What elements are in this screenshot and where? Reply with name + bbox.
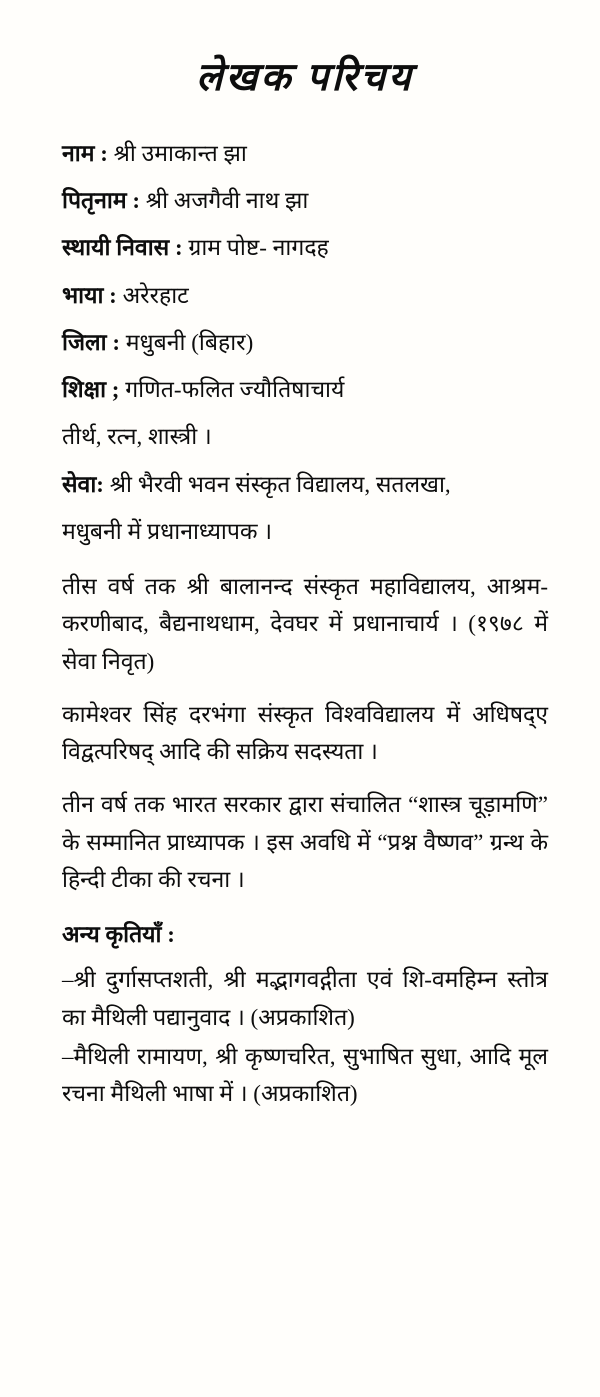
other-work-item-2: –मैथिली रामायण, श्री कृष्णचरित, सुभाषित सुधा, आदि मूल रचना मैथिली भाषा में । (अप्रकाशित) xyxy=(62,1043,548,1107)
paragraph-principal-tenure: तीस वर्ष तक श्री बालानन्द संस्कृत महाविद्यालय, आश्रम-करणीबाद, बैद्यनाथधाम, देवघर में प्रधानाचार्य । (१९७८ में सेवा निवृत) xyxy=(62,574,548,674)
field-label-service: सेवा: xyxy=(62,471,104,497)
field-value-education: गणित-फलित ज्यौतिषाचार्य xyxy=(119,377,345,403)
service-line2: मधुबनी में प्रधानाध्यापक । xyxy=(62,518,273,544)
field-row-service xyxy=(62,466,548,503)
field-row-name xyxy=(62,135,548,172)
paragraph-shastra-chudamani: तीन वर्ष तक भारत सरकार द्वारा संचालित “शास्त्र चूड़ामणि” के सम्मानित प्राध्यापक । इस अवधि में “प्रश्न वैष्णव” ग्रन्थ के हिन्दी टीका की रचना । xyxy=(62,792,548,892)
field-label-district: जिला : xyxy=(62,329,120,355)
field-label-education: शिक्षा ; xyxy=(62,377,120,403)
document-body xyxy=(62,135,548,1113)
field-label-via: भाया : xyxy=(62,282,117,308)
field-value-service-line1: श्री भैरवी भवन संस्कृत विद्यालय, सतलखा, xyxy=(103,471,451,497)
paragraph-university-membership: कामेश्वर सिंह दरभंगा संस्कृत विश्वविद्यालय में अधिषद्ए विद्वत्परिषद् आदि की सक्रिय सदस्यता । xyxy=(62,701,548,765)
education-second-line: तीर्थ, रत्न, शास्त्री । xyxy=(62,424,212,450)
field-value-father-name: श्री अजगैवी नाथ झा xyxy=(140,188,309,214)
page-title: लेखक परिचय xyxy=(196,56,414,99)
other-works-heading: अन्य कृतियाँ : xyxy=(62,922,175,948)
other-work-item-1: –श्री दुर्गासप्तशती, श्री मद्भागवद्गीता एवं शि-वमहिम्न स्तोत्र का मैथिली पद्यानुवाद । (अप्रकाशित) xyxy=(62,967,548,1030)
field-value-district: मधुबनी (बिहार) xyxy=(119,329,254,355)
field-label-father-name: पितृनाम : xyxy=(62,188,141,214)
field-row-education xyxy=(62,371,548,408)
field-label-name: नाम : xyxy=(62,140,108,166)
field-label-permanent-address: स्थायी निवास : xyxy=(62,235,183,261)
field-row-permanent-address xyxy=(62,229,548,266)
field-row-via xyxy=(62,277,548,314)
field-value-name: श्री उमाकान्त झा xyxy=(107,140,247,166)
field-value-via: अरेरहाट xyxy=(116,282,189,308)
field-row-district xyxy=(62,324,548,361)
field-row-father-name xyxy=(62,182,548,219)
field-value-permanent-address: ग्राम पोष्ट- नागदह xyxy=(182,235,329,261)
